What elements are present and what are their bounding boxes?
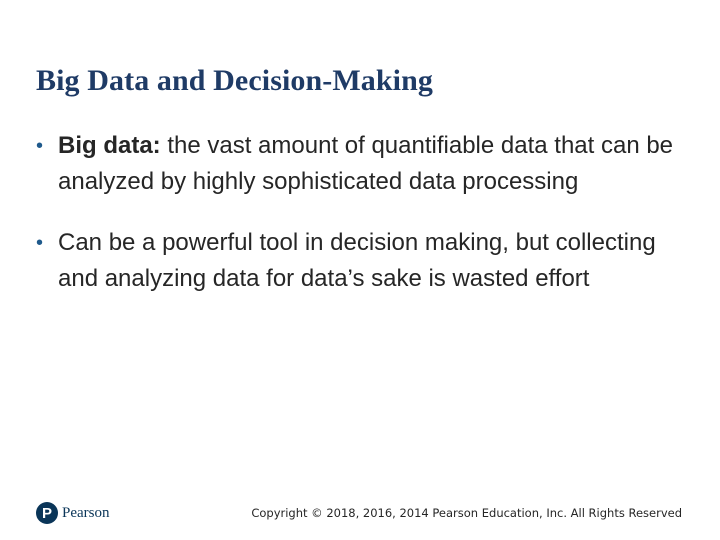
bullet-term: Big data: [58, 132, 161, 159]
pearson-logo-text: Pearson [62, 504, 110, 521]
bullet-list [36, 128, 696, 322]
bullet-icon: • [36, 232, 44, 254]
bullet-text: Can be a powerful tool in decision making, but collecting and analyzing data for data’s sake is wasted effort [58, 229, 656, 292]
bullet-icon: • [36, 135, 44, 157]
slide-title: Big Data and Decision-Making [36, 64, 434, 97]
bullet-text: the vast amount of quantifiable data that can be analyzed by highly sophisticated data processing [58, 132, 674, 195]
bullet-item [36, 225, 696, 297]
pearson-logo [36, 500, 110, 526]
copyright-notice: Copyright © 2018, 2016, 2014 Pearson Education, Inc. All Rights Reserved [251, 506, 682, 520]
pearson-logo-icon: P [36, 502, 58, 524]
bullet-item [36, 128, 696, 200]
